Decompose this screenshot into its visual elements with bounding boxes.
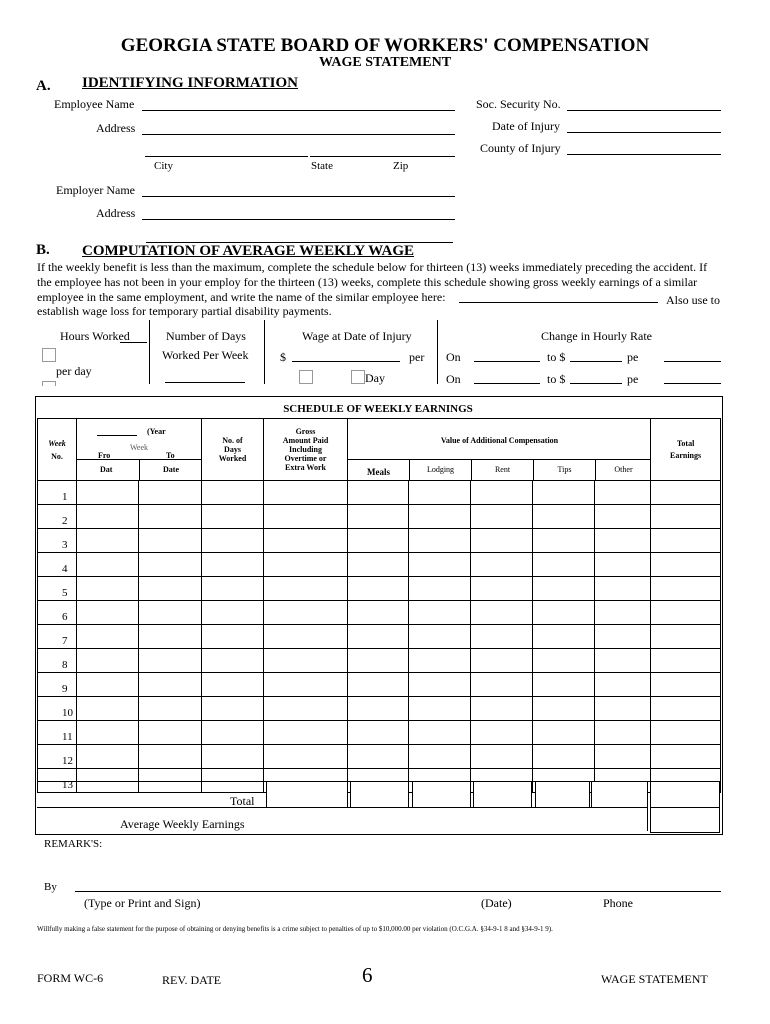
table-cell[interactable] xyxy=(348,673,409,697)
table-cell[interactable] xyxy=(139,745,202,769)
table-cell[interactable] xyxy=(264,625,348,649)
divider-1 xyxy=(149,320,150,384)
signature-line[interactable] xyxy=(75,891,721,892)
table-row xyxy=(38,745,721,769)
address-label: Address xyxy=(96,121,136,135)
total-gross-box[interactable] xyxy=(266,781,348,808)
table-cell[interactable] xyxy=(139,649,202,673)
table-cell[interactable] xyxy=(651,577,721,601)
gross-amount-header xyxy=(264,419,348,481)
table-cell[interactable] xyxy=(651,481,721,505)
table-cell[interactable] xyxy=(202,481,264,505)
table-cell[interactable] xyxy=(471,649,533,673)
table-cell[interactable] xyxy=(264,481,348,505)
rate-change-period-1[interactable] xyxy=(664,361,721,362)
avg-weekly-earnings-box[interactable] xyxy=(650,807,720,833)
from-date-label: Dat xyxy=(100,464,113,474)
hours-checkbox[interactable] xyxy=(42,348,56,362)
week-number: 2 xyxy=(38,505,77,529)
rate-change-to-1: to $ xyxy=(547,350,566,364)
from-label: Fro xyxy=(98,450,111,460)
table-cell[interactable] xyxy=(77,625,139,649)
table-cell[interactable] xyxy=(77,721,139,745)
table-cell[interactable] xyxy=(409,505,471,529)
wage-amount-field[interactable] xyxy=(292,361,400,362)
to-date-label: Date xyxy=(163,464,179,474)
table-cell[interactable] xyxy=(77,673,139,697)
table-cell[interactable] xyxy=(533,649,595,673)
table-cell[interactable] xyxy=(202,553,264,577)
table-cell[interactable] xyxy=(348,697,409,721)
table-row xyxy=(38,481,721,505)
divider-2 xyxy=(264,320,265,384)
rate-change-pe-1: pe xyxy=(627,350,639,364)
per-day-label: per day xyxy=(56,364,92,378)
state-zip-field[interactable] xyxy=(310,156,455,157)
table-cell[interactable] xyxy=(202,721,264,745)
table-cell[interactable] xyxy=(77,505,139,529)
table-row xyxy=(38,577,721,601)
table-cell[interactable] xyxy=(264,745,348,769)
state-label: State xyxy=(311,160,333,172)
total-earnings-box[interactable] xyxy=(650,781,720,808)
table-cell[interactable] xyxy=(348,577,409,601)
table-cell[interactable] xyxy=(77,745,139,769)
table-row xyxy=(38,673,721,697)
table-cell[interactable] xyxy=(202,745,264,769)
table-row xyxy=(38,649,721,673)
page-number: 6 xyxy=(362,963,373,987)
table-cell[interactable] xyxy=(139,553,202,577)
table-cell[interactable] xyxy=(471,505,533,529)
ssn-field[interactable] xyxy=(567,110,721,111)
date-of-injury-label: Date of Injury xyxy=(492,119,560,133)
table-cell[interactable] xyxy=(651,649,721,673)
gross-l5: Extra Work xyxy=(285,463,326,472)
total-l1: Total xyxy=(676,439,695,448)
days-worked-header xyxy=(202,419,264,481)
gross-l2: Amount Paid xyxy=(282,436,329,445)
table-cell[interactable] xyxy=(595,649,651,673)
schedule-title: SCHEDULE OF WEEKLY EARNINGS xyxy=(283,403,473,415)
address-field[interactable] xyxy=(142,134,455,135)
table-cell[interactable] xyxy=(348,601,409,625)
table-cell[interactable] xyxy=(533,697,595,721)
table-row xyxy=(38,601,721,625)
table-row xyxy=(38,721,721,745)
table-cell[interactable] xyxy=(651,625,721,649)
days-worked-l3: Worked xyxy=(218,454,247,463)
table-cell[interactable] xyxy=(409,649,471,673)
week-number: 5 xyxy=(38,577,77,601)
additional-comp-label: Value of Additional Compensation xyxy=(440,435,559,445)
date-of-injury-field[interactable] xyxy=(567,132,721,133)
table-cell[interactable] xyxy=(264,553,348,577)
week-number: 1 xyxy=(38,481,77,505)
change-hourly-rate-label: Change in Hourly Rate xyxy=(541,329,652,343)
table-cell[interactable] xyxy=(595,601,651,625)
table-row xyxy=(38,505,721,529)
week-number: 11 xyxy=(38,721,77,745)
days-per-week-field[interactable] xyxy=(165,382,245,383)
total-rent-box[interactable] xyxy=(473,781,532,808)
table-cell[interactable] xyxy=(471,529,533,553)
table-cell[interactable] xyxy=(595,529,651,553)
days-worked-l1: No. of xyxy=(222,436,243,445)
total-lodging-box[interactable] xyxy=(412,781,471,808)
table-cell[interactable] xyxy=(139,577,202,601)
rate-change-date-1[interactable] xyxy=(474,361,540,362)
employer-address-field[interactable] xyxy=(142,219,455,220)
table-cell[interactable] xyxy=(471,673,533,697)
city-field[interactable] xyxy=(145,156,308,157)
hours-worked-field[interactable] xyxy=(120,342,147,343)
wage-at-injury-label: Wage at Date of Injury xyxy=(302,329,412,343)
week-sub-label: Week xyxy=(130,442,149,452)
table-cell[interactable] xyxy=(651,601,721,625)
hours-worked-label: Hours Worked xyxy=(60,329,130,343)
county-of-injury-label: County of Injury xyxy=(480,141,561,155)
instructions-line-4: establish wage loss for temporary partial disability payments. xyxy=(37,304,332,318)
table-cell[interactable] xyxy=(139,505,202,529)
table-cell[interactable] xyxy=(409,601,471,625)
table-cell[interactable] xyxy=(533,529,595,553)
number-of-days-label: Number of Days xyxy=(166,329,246,343)
table-cell[interactable] xyxy=(595,625,651,649)
week-number: 12 xyxy=(38,745,77,769)
phone-label: Phone xyxy=(603,896,633,910)
table-cell[interactable] xyxy=(533,505,595,529)
table-cell[interactable] xyxy=(348,505,409,529)
wage-period-checkbox-2[interactable] xyxy=(351,370,365,384)
table-cell[interactable] xyxy=(77,577,139,601)
total-l2: Earnings xyxy=(670,451,702,460)
table-cell[interactable] xyxy=(264,529,348,553)
table-cell[interactable] xyxy=(202,529,264,553)
rate-change-period-2[interactable] xyxy=(664,383,721,384)
instructions-line-1: If the weekly benefit is less than the maximum, complete the schedule below for thirteen (13) weeks immediately preceding the accident. If xyxy=(37,260,708,274)
table-cell[interactable] xyxy=(595,553,651,577)
table-cell[interactable] xyxy=(651,721,721,745)
table-cell[interactable] xyxy=(77,529,139,553)
form-title: GEORGIA STATE BOARD OF WORKERS' COMPENSATION xyxy=(120,35,650,56)
table-cell[interactable] xyxy=(264,673,348,697)
table-cell[interactable] xyxy=(348,625,409,649)
rate-change-amount-1[interactable] xyxy=(570,361,622,362)
table-cell[interactable] xyxy=(471,601,533,625)
table-cell[interactable] xyxy=(595,721,651,745)
table-cell[interactable] xyxy=(595,673,651,697)
avg-row-top xyxy=(37,807,647,808)
table-cell[interactable] xyxy=(77,697,139,721)
form-subtitle: WAGE STATEMENT xyxy=(318,55,452,70)
table-cell[interactable] xyxy=(202,697,264,721)
table-cell[interactable] xyxy=(202,601,264,625)
week-number: 6 xyxy=(38,601,77,625)
zip-label: Zip xyxy=(393,160,409,172)
table-cell[interactable] xyxy=(409,697,471,721)
table-cell[interactable] xyxy=(348,553,409,577)
additional-comp-header xyxy=(348,419,651,481)
week-no-header xyxy=(38,419,77,481)
table-row xyxy=(38,625,721,649)
total-meals-box[interactable] xyxy=(350,781,409,808)
rate-change-on-1: On xyxy=(446,350,461,364)
form-name: WAGE STATEMENT xyxy=(601,972,708,986)
table-cell[interactable] xyxy=(202,505,264,529)
table-cell[interactable] xyxy=(77,481,139,505)
rate-change-to-2: to $ xyxy=(547,372,566,386)
table-cell[interactable] xyxy=(139,697,202,721)
employer-address-label: Address xyxy=(96,206,136,220)
section-a-heading: IDENTIFYING INFORMATION xyxy=(82,75,298,91)
other-label: Other xyxy=(614,464,633,474)
table-cell[interactable] xyxy=(202,673,264,697)
week-number: 8 xyxy=(38,649,77,673)
table-cell[interactable] xyxy=(409,553,471,577)
table-cell[interactable] xyxy=(533,745,595,769)
table-cell[interactable] xyxy=(595,481,651,505)
tips-label: Tips xyxy=(557,464,572,474)
table-cell[interactable] xyxy=(348,745,409,769)
table-cell[interactable] xyxy=(77,649,139,673)
table-cell[interactable] xyxy=(409,721,471,745)
table-cell[interactable] xyxy=(651,673,721,697)
year-label: (Year xyxy=(147,426,166,436)
employer-name-field[interactable] xyxy=(142,196,455,197)
table-cell[interactable] xyxy=(139,673,202,697)
table-cell[interactable] xyxy=(471,697,533,721)
days-worked-l2: Days xyxy=(224,445,241,454)
table-cell[interactable] xyxy=(533,577,595,601)
table-cell[interactable] xyxy=(651,505,721,529)
section-b-letter: B. xyxy=(36,242,50,258)
table-cell[interactable] xyxy=(409,745,471,769)
city-label: City xyxy=(154,160,173,172)
instructions-line-3: employee in the same employment, and write the name of the similar employee here: xyxy=(37,290,446,304)
type-print-sign-label: (Type or Print and Sign) xyxy=(84,896,201,910)
table-cell[interactable] xyxy=(264,505,348,529)
instructions-line-3-end: Also use to xyxy=(666,293,720,307)
table-cell[interactable] xyxy=(651,745,721,769)
county-of-injury-field[interactable] xyxy=(567,154,721,155)
table-cell[interactable] xyxy=(651,529,721,553)
worked-per-week-label: Worked Per Week xyxy=(162,348,249,362)
table-cell[interactable] xyxy=(348,721,409,745)
table-cell[interactable] xyxy=(595,697,651,721)
table-cell[interactable] xyxy=(409,625,471,649)
week-number: 3 xyxy=(38,529,77,553)
gross-l4: Overtime or xyxy=(284,454,327,463)
total-earnings-header xyxy=(651,419,721,481)
avg-weekly-earnings-label: Average Weekly Earnings xyxy=(120,817,245,831)
total-tips-box[interactable] xyxy=(535,781,590,808)
table-cell[interactable] xyxy=(264,721,348,745)
wage-day-label: Day xyxy=(365,371,385,385)
table-cell[interactable] xyxy=(202,625,264,649)
table-row xyxy=(38,553,721,577)
week-number: 7 xyxy=(38,625,77,649)
hours-checkbox-2[interactable] xyxy=(42,381,56,386)
week-number: 10 xyxy=(38,697,77,721)
rate-change-pe-2: pe xyxy=(627,372,639,386)
dates-col-divider xyxy=(139,459,140,480)
table-cell[interactable] xyxy=(139,625,202,649)
week-dates-header xyxy=(77,419,202,481)
table-cell[interactable] xyxy=(471,481,533,505)
employee-name-field[interactable] xyxy=(142,110,455,111)
table-cell[interactable] xyxy=(471,721,533,745)
table-cell[interactable] xyxy=(77,601,139,625)
week-number: 13 xyxy=(38,769,77,793)
section-a-letter: A. xyxy=(36,78,51,94)
table-cell[interactable] xyxy=(139,529,202,553)
table-cell[interactable] xyxy=(77,553,139,577)
table-cell[interactable] xyxy=(533,721,595,745)
table-cell[interactable] xyxy=(348,481,409,505)
similar-employee-field[interactable] xyxy=(459,302,658,303)
table-cell[interactable] xyxy=(139,721,202,745)
total-other-box[interactable] xyxy=(591,781,648,808)
table-cell[interactable] xyxy=(471,577,533,601)
wage-dollar-sign: $ xyxy=(280,350,286,364)
table-cell[interactable] xyxy=(348,529,409,553)
rent-label: Rent xyxy=(494,464,511,474)
table-cell[interactable] xyxy=(471,625,533,649)
schedule-table xyxy=(37,418,721,793)
avg-row-right xyxy=(647,807,648,831)
rate-change-amount-2[interactable] xyxy=(570,383,622,384)
year-field[interactable] xyxy=(97,435,137,436)
table-cell[interactable] xyxy=(409,673,471,697)
total-label: Total xyxy=(230,794,255,808)
table-cell[interactable] xyxy=(264,649,348,673)
wage-per-label: per xyxy=(409,350,425,364)
section-b-heading: COMPUTATION OF AVERAGE WEEKLY WAGE xyxy=(82,243,415,259)
table-cell[interactable] xyxy=(264,697,348,721)
table-cell[interactable] xyxy=(139,481,202,505)
table-cell[interactable] xyxy=(533,553,595,577)
table-cell[interactable] xyxy=(651,553,721,577)
table-row xyxy=(38,697,721,721)
ssn-label: Soc. Security No. xyxy=(476,97,561,111)
rate-change-on-2: On xyxy=(446,372,461,386)
by-label: By xyxy=(44,881,57,893)
gross-l3: Including xyxy=(289,445,322,454)
rev-date-label: REV. DATE xyxy=(162,973,222,987)
rate-change-date-2[interactable] xyxy=(474,383,540,384)
false-statement-warning: Willfully making a false statement for the purpose of obtaining or denying benefits is a crime subject to penalties of up to $10,000.00 per violation (O.C.G.A. §34-9-1 8 and §34-9-1 9). xyxy=(37,925,553,933)
week-number: 9 xyxy=(38,673,77,697)
week-label: Week xyxy=(48,438,66,448)
no-label: No. xyxy=(51,451,63,461)
employer-name-label: Employer Name xyxy=(56,183,135,197)
divider-3 xyxy=(437,320,438,384)
form-number: FORM WC-6 xyxy=(37,971,104,985)
table-cell[interactable] xyxy=(595,577,651,601)
table-cell[interactable] xyxy=(409,529,471,553)
remarks-label: REMARK'S: xyxy=(44,838,103,850)
instructions-line-2: the employee has not been in your employ for the thirteen (13) weeks, complete this schedule showing gross weekly earnings of a similar xyxy=(37,275,698,289)
table-cell[interactable] xyxy=(471,745,533,769)
table-cell[interactable] xyxy=(651,697,721,721)
lodging-label: Lodging xyxy=(426,464,455,474)
table-cell[interactable] xyxy=(471,553,533,577)
table-row xyxy=(38,529,721,553)
to-label: To xyxy=(166,450,175,460)
table-cell[interactable] xyxy=(595,745,651,769)
table-cell[interactable] xyxy=(533,481,595,505)
table-cell[interactable] xyxy=(409,481,471,505)
date-label: (Date) xyxy=(481,896,512,910)
table-cell[interactable] xyxy=(264,601,348,625)
table-cell[interactable] xyxy=(139,601,202,625)
table-cell[interactable] xyxy=(533,673,595,697)
table-cell[interactable] xyxy=(533,601,595,625)
week-number: 4 xyxy=(38,553,77,577)
table-cell[interactable] xyxy=(533,625,595,649)
additional-comp-divider xyxy=(348,459,651,460)
wage-period-checkbox-1[interactable] xyxy=(299,370,313,384)
table-cell[interactable] xyxy=(202,649,264,673)
meals-label: Meals xyxy=(367,466,390,477)
table-cell[interactable] xyxy=(409,577,471,601)
table-cell[interactable] xyxy=(348,649,409,673)
table-cell[interactable] xyxy=(595,505,651,529)
gross-l1: Gross xyxy=(295,427,316,436)
table-cell[interactable] xyxy=(264,577,348,601)
employee-name-label: Employee Name xyxy=(54,97,135,111)
table-cell[interactable] xyxy=(202,577,264,601)
